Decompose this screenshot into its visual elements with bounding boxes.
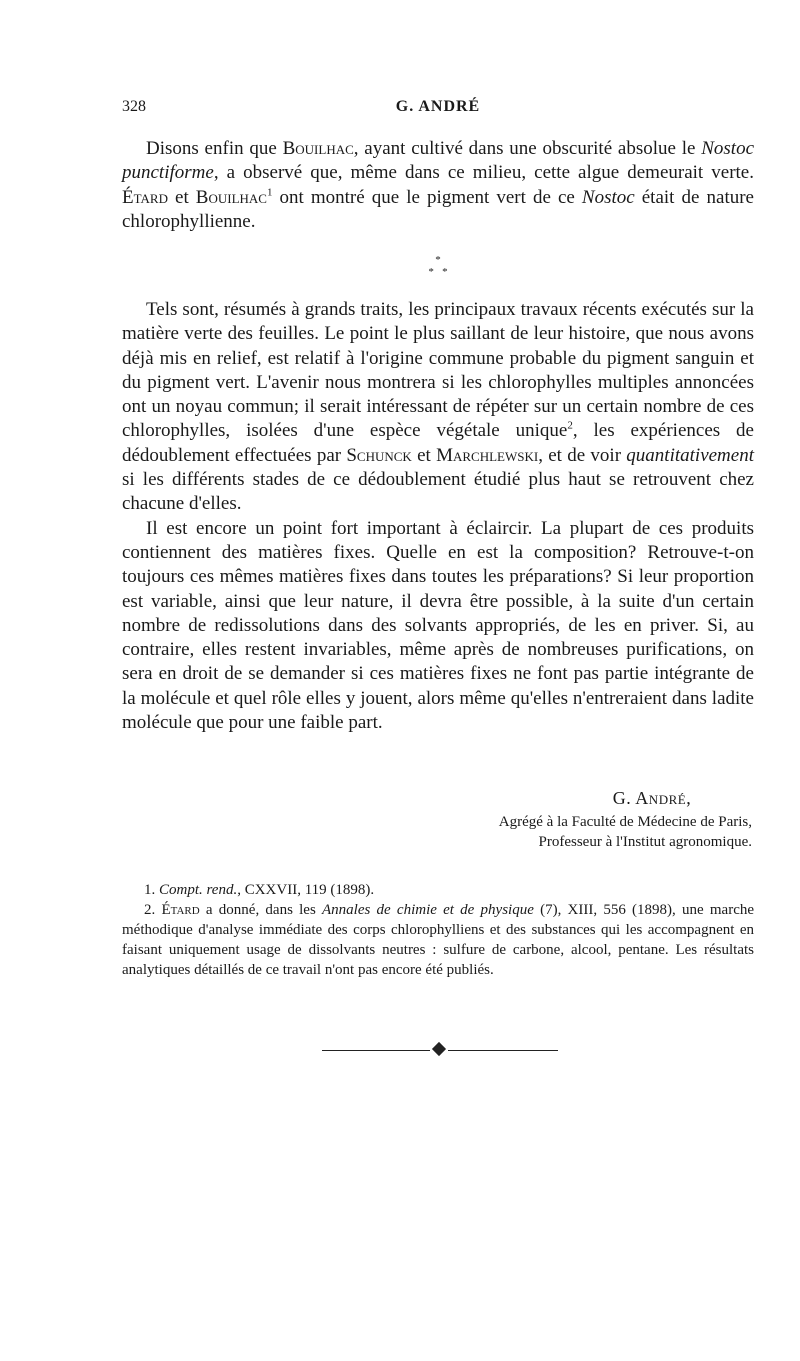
text-run: ont montré que le pigment vert de ce: [272, 186, 582, 208]
text-run: Tels sont, résumés à grands traits, les principaux travaux récents exécutés sur la matière verte des feuilles. Le point le plus saillant de leur histoire, que nous avons déjà mis en relief, est relatif à l'origine commune probable du pigment sanguin et du pigment vert. L'avenir nous montrera si les chlorophylles multiples annoncées ont un noyau commun; il serait intéressant de répéter sur un certain nombre de ces chlorophylles, isolées d'une espèce végétale unique: [122, 299, 754, 442]
paragraph-summary: [122, 298, 754, 735]
author-signature: [542, 788, 762, 809]
author-name: Bouilhac: [195, 186, 267, 208]
text-run: , les expériences de dédoublement effectuées par: [122, 420, 754, 466]
section-separator-asterism: [122, 254, 754, 278]
journal-title: Compt. rend.: [159, 882, 238, 898]
paragraph-fixed-matter: Il est encore un point fort important à éclaircir. La plupart de ces produits contiennent des matières fixes. Quelle en est la composition? Retrouve-t-on toujours ces mêmes matières fixes dans toutes les préparations? Si leur proportion est variable, ainsi que leur nature, il devra être possible, à la suite d'un certain nombre de redissolutions dans des solvants appropriés, de les en priver. Si, au contraire, elles restent invariables, même après de nombreuses purifications, on sera en droit de se demander si ces matières fixes ne font pas partie intégrante de la molécule et quel rôle elles y jouent, alors même qu'elles n'entreraient dans ladite molécule que pour une faible part.: [122, 517, 754, 734]
text-run: si les différents stades de ce dédoublement étudié plus haut se retrouvent chez chacune d'elles.: [122, 469, 754, 515]
author-affiliation-1: Agrégé à la Faculté de Médecine de Paris,: [498, 814, 752, 830]
footnote-number: 1.: [144, 882, 159, 898]
footnotes: [122, 880, 754, 980]
footnote-ref: 1: [266, 186, 273, 199]
end-ornament: [322, 1040, 558, 1060]
author-name: Étard: [122, 186, 168, 208]
author-name: Étard: [161, 902, 200, 918]
journal-title: Annales de chimie et de physique: [322, 902, 534, 918]
footnote-number: 2.: [144, 902, 162, 918]
text-run: (7), XIII, 556 (1898), une marche méthodique d'analyse immédiate des corps chlorophylliens et des substances qui les accompagnent en faisant uniquement usage de dissolvants neutres : sulfure de carbone, alcool, pentane. Les résultats analytiques détaillés de ce travail n'ont pas encore été publiés.: [122, 902, 755, 978]
text-run: était de nature chlorophyllienne.: [122, 186, 754, 232]
author-affiliation-2: Professeur à l'Institut agronomique.: [538, 834, 752, 850]
author-name: Marchlewski: [436, 444, 539, 466]
text-run: , ayant cultivé dans une obscurité absolue le: [353, 138, 702, 159]
footnote-1: [122, 880, 754, 900]
page-number: 328: [122, 98, 146, 115]
running-title: G. ANDRÉ: [395, 98, 481, 115]
text-run: , CXXVII, 119 (1898).: [237, 882, 375, 898]
text-run: , a observé que, même dans ce milieu, cette algue demeurait verte.: [213, 162, 754, 184]
italic-term: quantitativement: [626, 444, 754, 466]
text-run: a donné, dans les: [199, 902, 323, 918]
species-name: Nostoc punctiforme: [122, 138, 754, 184]
footnote-ref: 2: [567, 420, 573, 433]
species-name: Nostoc: [581, 186, 635, 208]
text-run: , et de voir: [538, 444, 627, 466]
text-run: Disons enfin que: [146, 138, 283, 159]
ornament-rule-left: [322, 1050, 430, 1051]
text-run: et: [167, 186, 196, 208]
author-name: Bouilhac: [282, 138, 354, 159]
diamond-icon: [432, 1042, 446, 1056]
paragraph-nostoc: [122, 137, 754, 234]
asterism-bottom: * *: [428, 266, 448, 278]
asterism-top: *: [435, 254, 441, 266]
author-signature-name: G. André,: [612, 788, 692, 808]
footnote-2: [122, 900, 754, 980]
page-header: [122, 98, 754, 122]
ornament-rule-right: [448, 1050, 558, 1051]
author-name: Schunck: [346, 444, 412, 466]
text-run: et: [411, 444, 437, 466]
